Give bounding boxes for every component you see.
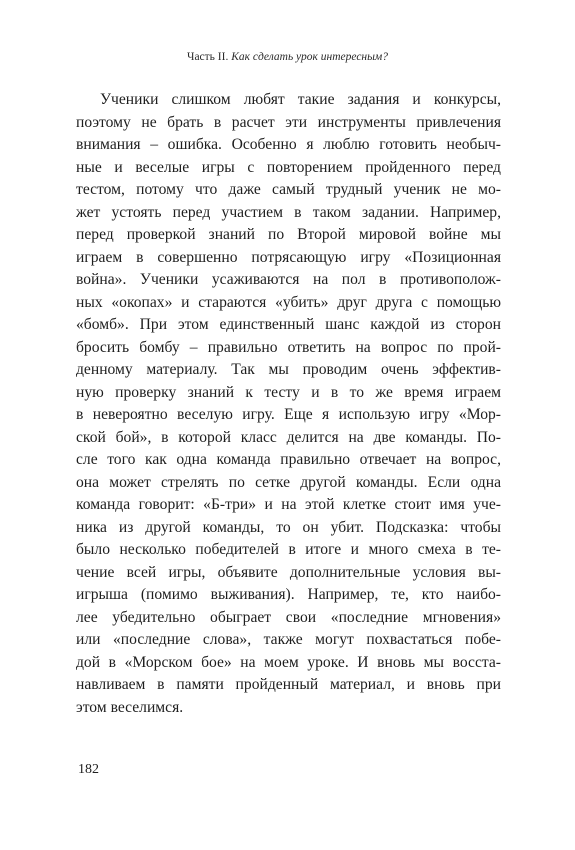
page-number: 182: [78, 762, 99, 777]
text-line: было несколько победителей в итоге и много смеха в те-: [76, 541, 501, 558]
text-line: игрыша (помимо выживания). Например, те, кто наибо-: [76, 586, 501, 603]
running-head-part: Часть II.: [186, 51, 229, 63]
text-line: этом веселимся.: [76, 698, 184, 716]
text-line: команда говорит: «Б-три» и на этой клетке стоит имя уче-: [76, 496, 501, 513]
text-line: сле того как одна команда правильно отвечает на вопрос,: [76, 451, 501, 468]
text-line: ных «окопах» и стараются «убить» друг друга с помощью: [76, 293, 501, 311]
text-line: бросить бомбу – правильно ответить на вопрос по прой-: [76, 338, 501, 356]
text-line: навливаем в памяти пройденный материал, и вновь при: [76, 676, 501, 693]
running-head-chapter-title: Как сделать урок интересным?: [231, 51, 389, 63]
text-line: чение всей игры, объявите дополнительные условия вы-: [76, 563, 501, 581]
text-line: лее убедительно обыграет свои «последние мгновения»: [76, 608, 501, 626]
text-line: внимания – ошибка. Особенно я люблю готовить необыч-: [76, 136, 501, 153]
running-head: [0, 50, 575, 64]
text-line: тестом, потому что даже самый трудный ученик не мо-: [76, 181, 501, 198]
text-line: поэтому не брать в расчет эти инструменты привлечения: [76, 113, 501, 131]
text-line: «бомб». При этом единственный шанс каждой из сторон: [76, 316, 501, 333]
text-line: в невероятно веселую игру. Еще я использую игру «Мор-: [76, 406, 501, 423]
text-line: ской бой», в которой класс делится на две команды. По-: [76, 428, 501, 446]
text-line: денному материалу. Так мы проводим очень эффектив-: [76, 361, 501, 378]
text-line: ные и веселые игры с повторением пройденного перед: [76, 158, 501, 176]
text-line: она может стрелять по сетке другой команды. Если одна: [76, 473, 501, 491]
text-line: играем в совершенно потрясающую игру «Позиционная: [76, 248, 501, 266]
body-paragraph: [76, 89, 501, 719]
text-line: ную проверку знаний к тесту и в то же время играем: [76, 383, 501, 401]
text-line: война». Ученики усаживаются на пол в противополож-: [76, 271, 501, 288]
text-line: жет устоять перед участием в таком задании. Например,: [76, 203, 501, 221]
text-line: или «последние слова», также могут похвастаться побе-: [76, 631, 501, 648]
text-line: ника из другой команды, то он убит. Подсказка: чтобы: [76, 518, 501, 536]
text-line: перед проверкой знаний по Второй мировой войне мы: [76, 226, 501, 243]
text-line: Ученики слишком любят такие задания и конкурсы,: [100, 91, 501, 108]
text-line: дой в «Морском бое» на моем уроке. И вновь мы восста-: [76, 653, 501, 671]
